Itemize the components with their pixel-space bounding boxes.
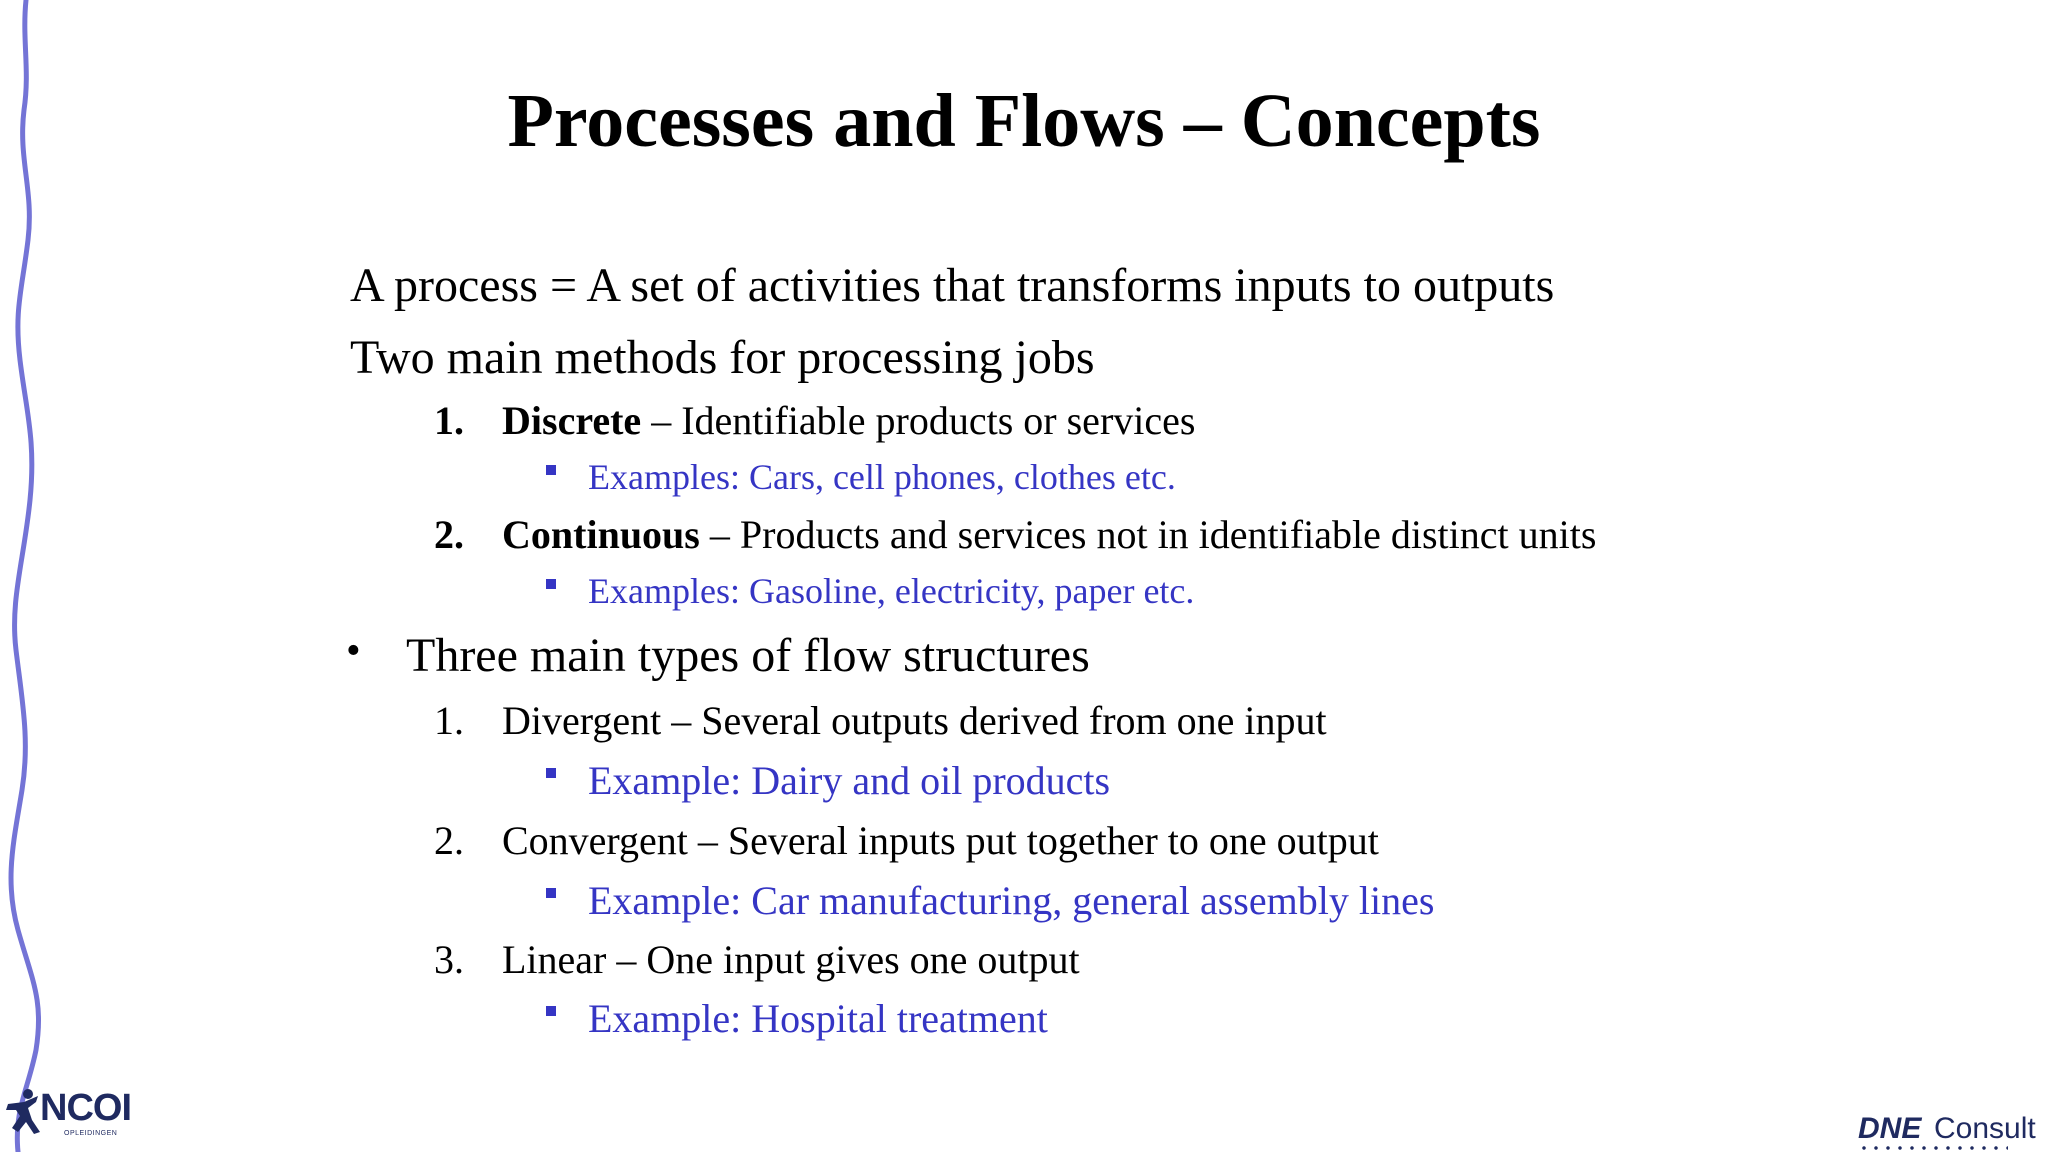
dne-logo-dots xyxy=(1858,1146,2008,1150)
flow-1-number: 1. xyxy=(434,698,464,743)
flow-1-example: Example: Dairy and oil products xyxy=(588,758,1111,803)
method-1-term: Discrete xyxy=(502,398,642,443)
method-1-number: 1. xyxy=(434,398,464,443)
dne-logo-name: Consult xyxy=(1934,1112,2036,1145)
round-bullet: • xyxy=(346,628,361,674)
dne-consult-logo xyxy=(1858,1112,2048,1152)
flow-2-example: Example: Car manufacturing, general assembly lines xyxy=(588,878,1435,923)
process-definition: A process = A set of activities that transforms inputs to outputs xyxy=(350,259,1555,312)
ncoi-logo-subtext: OPLEIDINGEN xyxy=(64,1130,118,1137)
square-bullet-icon xyxy=(546,768,556,778)
method-1-example: Examples: Cars, cell phones, clothes etc. xyxy=(588,457,1176,497)
flow-3-example: Example: Hospital treatment xyxy=(588,996,1048,1041)
flow-3-number: 3. xyxy=(434,937,464,982)
square-bullet-icon xyxy=(546,888,556,898)
flow-2-text: Convergent – Several inputs put together to one output xyxy=(502,818,1379,863)
method-1-description: – Identifiable products or services xyxy=(641,398,1196,443)
ncoi-logo-text: NCOI xyxy=(40,1087,131,1129)
ncoi-logo xyxy=(2,1082,131,1152)
square-bullet-icon xyxy=(546,1006,556,1016)
square-bullet-icon xyxy=(546,579,556,589)
method-1-line xyxy=(502,396,1195,446)
method-2-example: Examples: Gasoline, electricity, paper etc. xyxy=(588,571,1195,611)
flow-1-text: Divergent – Several outputs derived from one input xyxy=(502,698,1327,743)
square-bullet-icon xyxy=(546,465,556,475)
flow-2-number: 2. xyxy=(434,818,464,863)
flow-3-text: Linear – One input gives one output xyxy=(502,937,1080,982)
left-wavy-line-decoration xyxy=(0,0,60,1152)
method-2-line xyxy=(502,510,1596,560)
slide-title: Processes and Flows – Concepts xyxy=(507,79,1541,163)
method-2-description: – Products and services not in identifiable distinct units xyxy=(699,512,1597,557)
method-2-number: 2. xyxy=(434,512,464,557)
method-2-term: Continuous xyxy=(502,512,700,557)
dne-logo-mark: DNE xyxy=(1858,1112,1922,1145)
flow-structures-heading: Three main types of flow structures xyxy=(406,629,1090,682)
processing-methods-heading: Two main methods for processing jobs xyxy=(350,331,1095,384)
